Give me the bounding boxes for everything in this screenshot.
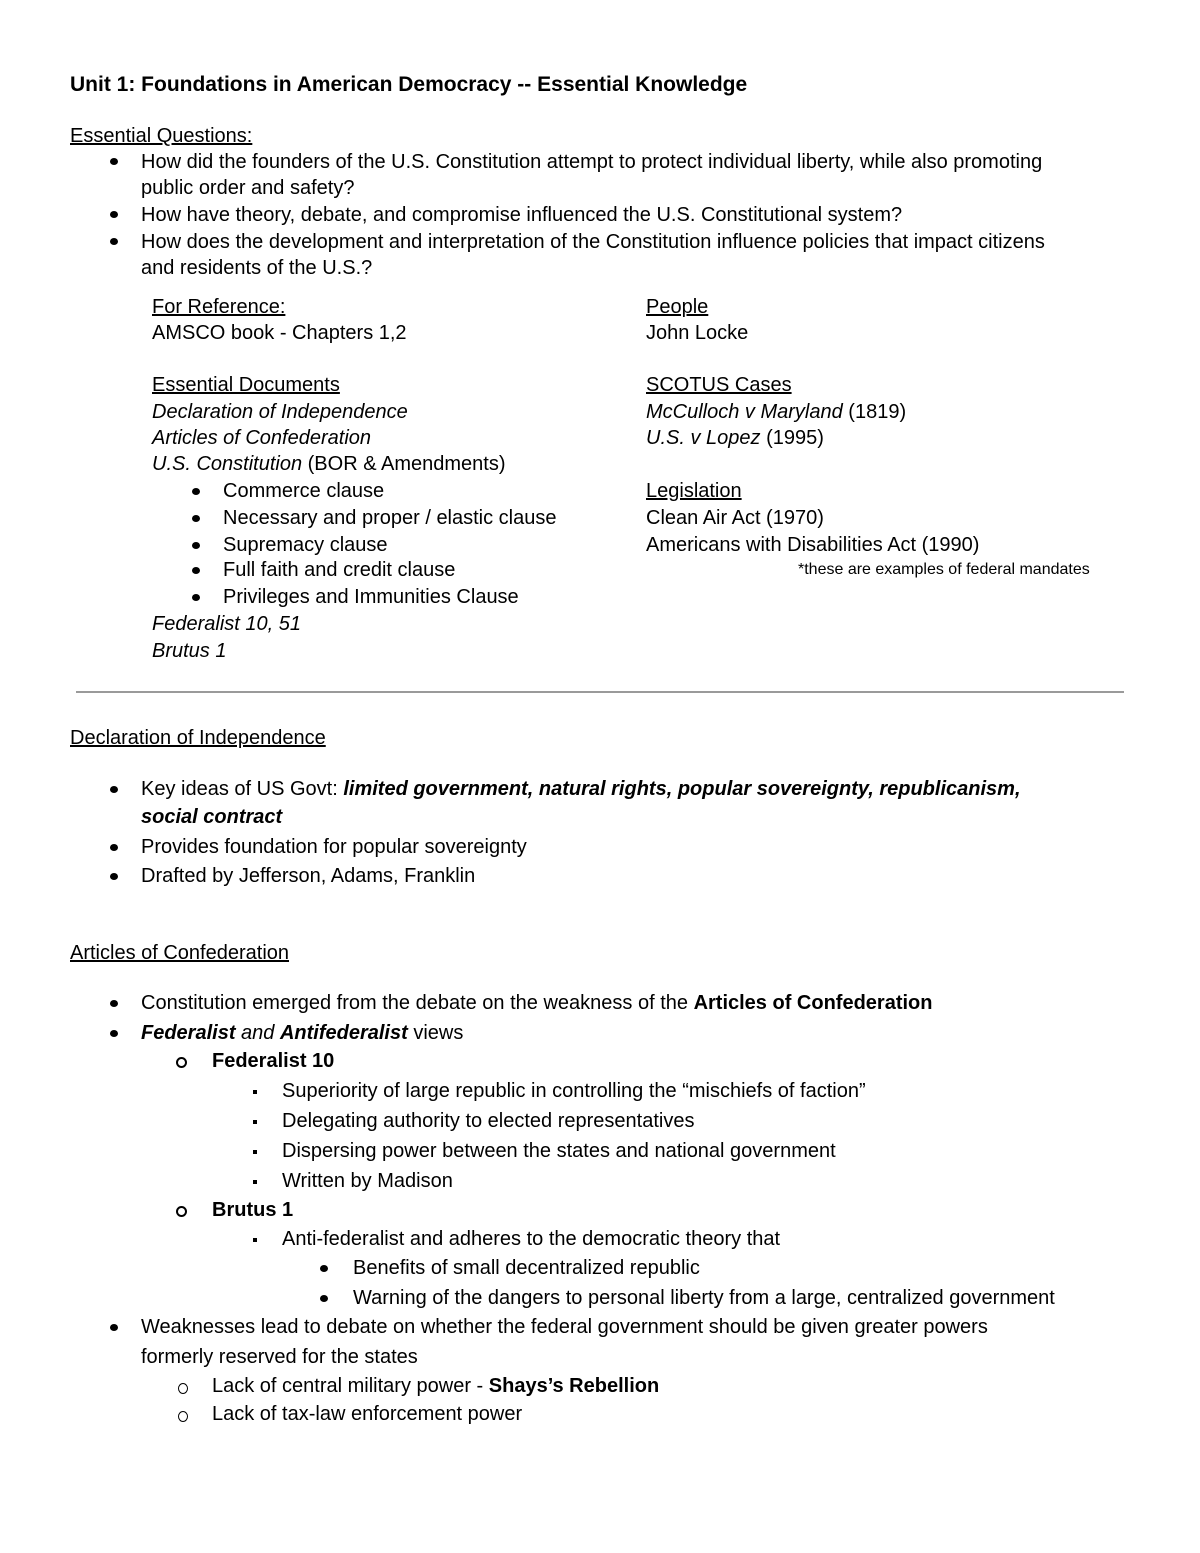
fed10-item-3: Dispersing power between the states and national government: [282, 1140, 836, 1162]
case-mcculloch-name: McCulloch v Maryland: [646, 401, 843, 423]
case-lopez-year: (1995): [760, 427, 824, 449]
bullet-icon: [320, 1265, 328, 1272]
doc-articles: Articles of Confederation: [152, 427, 372, 449]
clause-privileges: Privileges and Immunities Clause: [223, 586, 519, 608]
doc-brutus: Brutus 1: [152, 640, 227, 662]
clause-commerce: Commerce clause: [223, 480, 385, 502]
brutus-sub-2: Warning of the dangers to personal liberty from a large, centralized government: [353, 1287, 1055, 1309]
constitution-emerged-prefix: Constitution emerged from the debate on the weakness of the: [141, 992, 694, 1014]
bullet-icon: [110, 844, 118, 851]
clause-full-faith: Full faith and credit clause: [223, 559, 456, 581]
square-bullet-icon: [253, 1238, 257, 1242]
key-ideas-list-cont: social contract: [141, 806, 283, 828]
question-3-cont: and residents of the U.S.?: [141, 257, 373, 279]
legislation-heading: Legislation: [646, 480, 742, 502]
bullet-icon: [192, 515, 200, 522]
bullet-icon: [192, 542, 200, 549]
federalist-term: Federalist: [141, 1022, 236, 1044]
bullet-icon: [110, 786, 118, 793]
articles-constitution-emerged: [141, 990, 932, 1016]
square-bullet-icon: [253, 1090, 257, 1094]
reference-text: AMSCO book - Chapters 1,2: [152, 322, 407, 344]
people-heading: People: [646, 296, 709, 318]
bullet-icon: [110, 1324, 118, 1331]
clause-supremacy: Supremacy clause: [223, 534, 388, 556]
case-lopez: [646, 425, 824, 451]
doc-constitution-title: U.S. Constitution: [152, 453, 303, 475]
fed10-item-2: Delegating authority to elected representatives: [282, 1110, 695, 1132]
law-clean-air: Clean Air Act (1970): [646, 507, 824, 529]
declaration-drafted: Drafted by Jefferson, Adams, Franklin: [141, 865, 476, 887]
clause-necessary-proper: Necessary and proper / elastic clause: [223, 507, 557, 529]
square-bullet-icon: [253, 1150, 257, 1154]
brutus-sub-1: Benefits of small decentralized republic: [353, 1257, 700, 1279]
shays-rebellion: Shays’s Rebellion: [488, 1375, 660, 1397]
bullet-icon: [110, 1000, 118, 1007]
question-2: How have theory, debate, and compromise influenced the U.S. Constitutional system?: [141, 204, 903, 226]
case-lopez-name: U.S. v Lopez: [646, 427, 761, 449]
bullet-icon: [110, 238, 118, 245]
articles-heading: Articles of Confederation: [70, 942, 290, 964]
doc-constitution-note: (BOR & Amendments): [302, 453, 506, 475]
brutus-item: Anti-federalist and adheres to the democratic theory that: [282, 1228, 781, 1250]
law-ada: Americans with Disabilities Act (1990): [646, 534, 980, 556]
declaration-foundation: Provides foundation for popular sovereignty: [141, 836, 527, 858]
bullet-icon: [192, 594, 200, 601]
circle-bullet-icon: [176, 1206, 187, 1217]
doc-federalist: Federalist 10, 51: [152, 613, 301, 635]
bullet-icon: [192, 567, 200, 574]
section-divider: [76, 691, 1124, 693]
reference-heading: For Reference:: [152, 296, 286, 318]
weakness-military: [212, 1373, 659, 1399]
bullet-icon: [320, 1295, 328, 1302]
federalist-10-heading: Federalist 10: [212, 1050, 335, 1072]
antifederalist-term: Antifederalist: [279, 1022, 408, 1044]
weakness-military-prefix: Lack of central military power -: [212, 1375, 489, 1397]
constitution-emerged-bold: Articles of Confederation: [693, 992, 933, 1014]
question-1: How did the founders of the U.S. Constitution attempt to protect individual liberty, while also promoting: [141, 151, 1043, 173]
doc-declaration: Declaration of Independence: [152, 401, 408, 423]
question-1-cont: public order and safety?: [141, 177, 355, 199]
bullet-icon: [110, 158, 118, 165]
circle-bullet-icon: [178, 1383, 188, 1394]
circle-bullet-icon: [176, 1057, 187, 1068]
page-title: Unit 1: Foundations in American Democracy -- Essential Knowledge: [70, 73, 748, 96]
fed10-item-1: Superiority of large republic in controlling the “mischiefs of faction”: [282, 1080, 866, 1102]
bullet-icon: [110, 873, 118, 880]
declaration-heading: Declaration of Independence: [70, 727, 326, 749]
case-mcculloch-year: (1819): [842, 401, 907, 423]
declaration-key-ideas: [141, 776, 1021, 802]
essential-documents-heading: Essential Documents: [152, 374, 340, 396]
brutus-1-heading: Brutus 1: [212, 1199, 294, 1221]
scotus-heading: SCOTUS Cases: [646, 374, 792, 396]
key-ideas-prefix: Key ideas of US Govt:: [141, 778, 344, 800]
essential-questions-heading: Essential Questions:: [70, 125, 253, 147]
case-mcculloch: [646, 399, 906, 425]
circle-bullet-icon: [178, 1411, 188, 1422]
bullet-icon: [110, 211, 118, 218]
weaknesses-line-1: Weaknesses lead to debate on whether the federal government should be given greater powers: [141, 1316, 988, 1338]
weakness-tax: Lack of tax-law enforcement power: [212, 1403, 523, 1425]
doc-constitution: [152, 451, 505, 477]
key-ideas-list: limited government, natural rights, popular sovereignty, republicanism,: [343, 778, 1021, 800]
mandates-note: *these are examples of federal mandates: [798, 561, 1090, 578]
bullet-icon: [110, 1030, 118, 1037]
bullet-icon: [192, 488, 200, 495]
weaknesses-line-2: formerly reserved for the states: [141, 1346, 418, 1368]
articles-views: [141, 1020, 463, 1046]
question-3: How does the development and interpretation of the Constitution influence policies that impact citizens: [141, 231, 1045, 253]
square-bullet-icon: [253, 1120, 257, 1124]
square-bullet-icon: [253, 1180, 257, 1184]
views-suffix: views: [407, 1022, 464, 1044]
fed10-item-4: Written by Madison: [282, 1170, 453, 1192]
views-and: and: [235, 1022, 280, 1044]
people-locke: John Locke: [646, 322, 749, 344]
